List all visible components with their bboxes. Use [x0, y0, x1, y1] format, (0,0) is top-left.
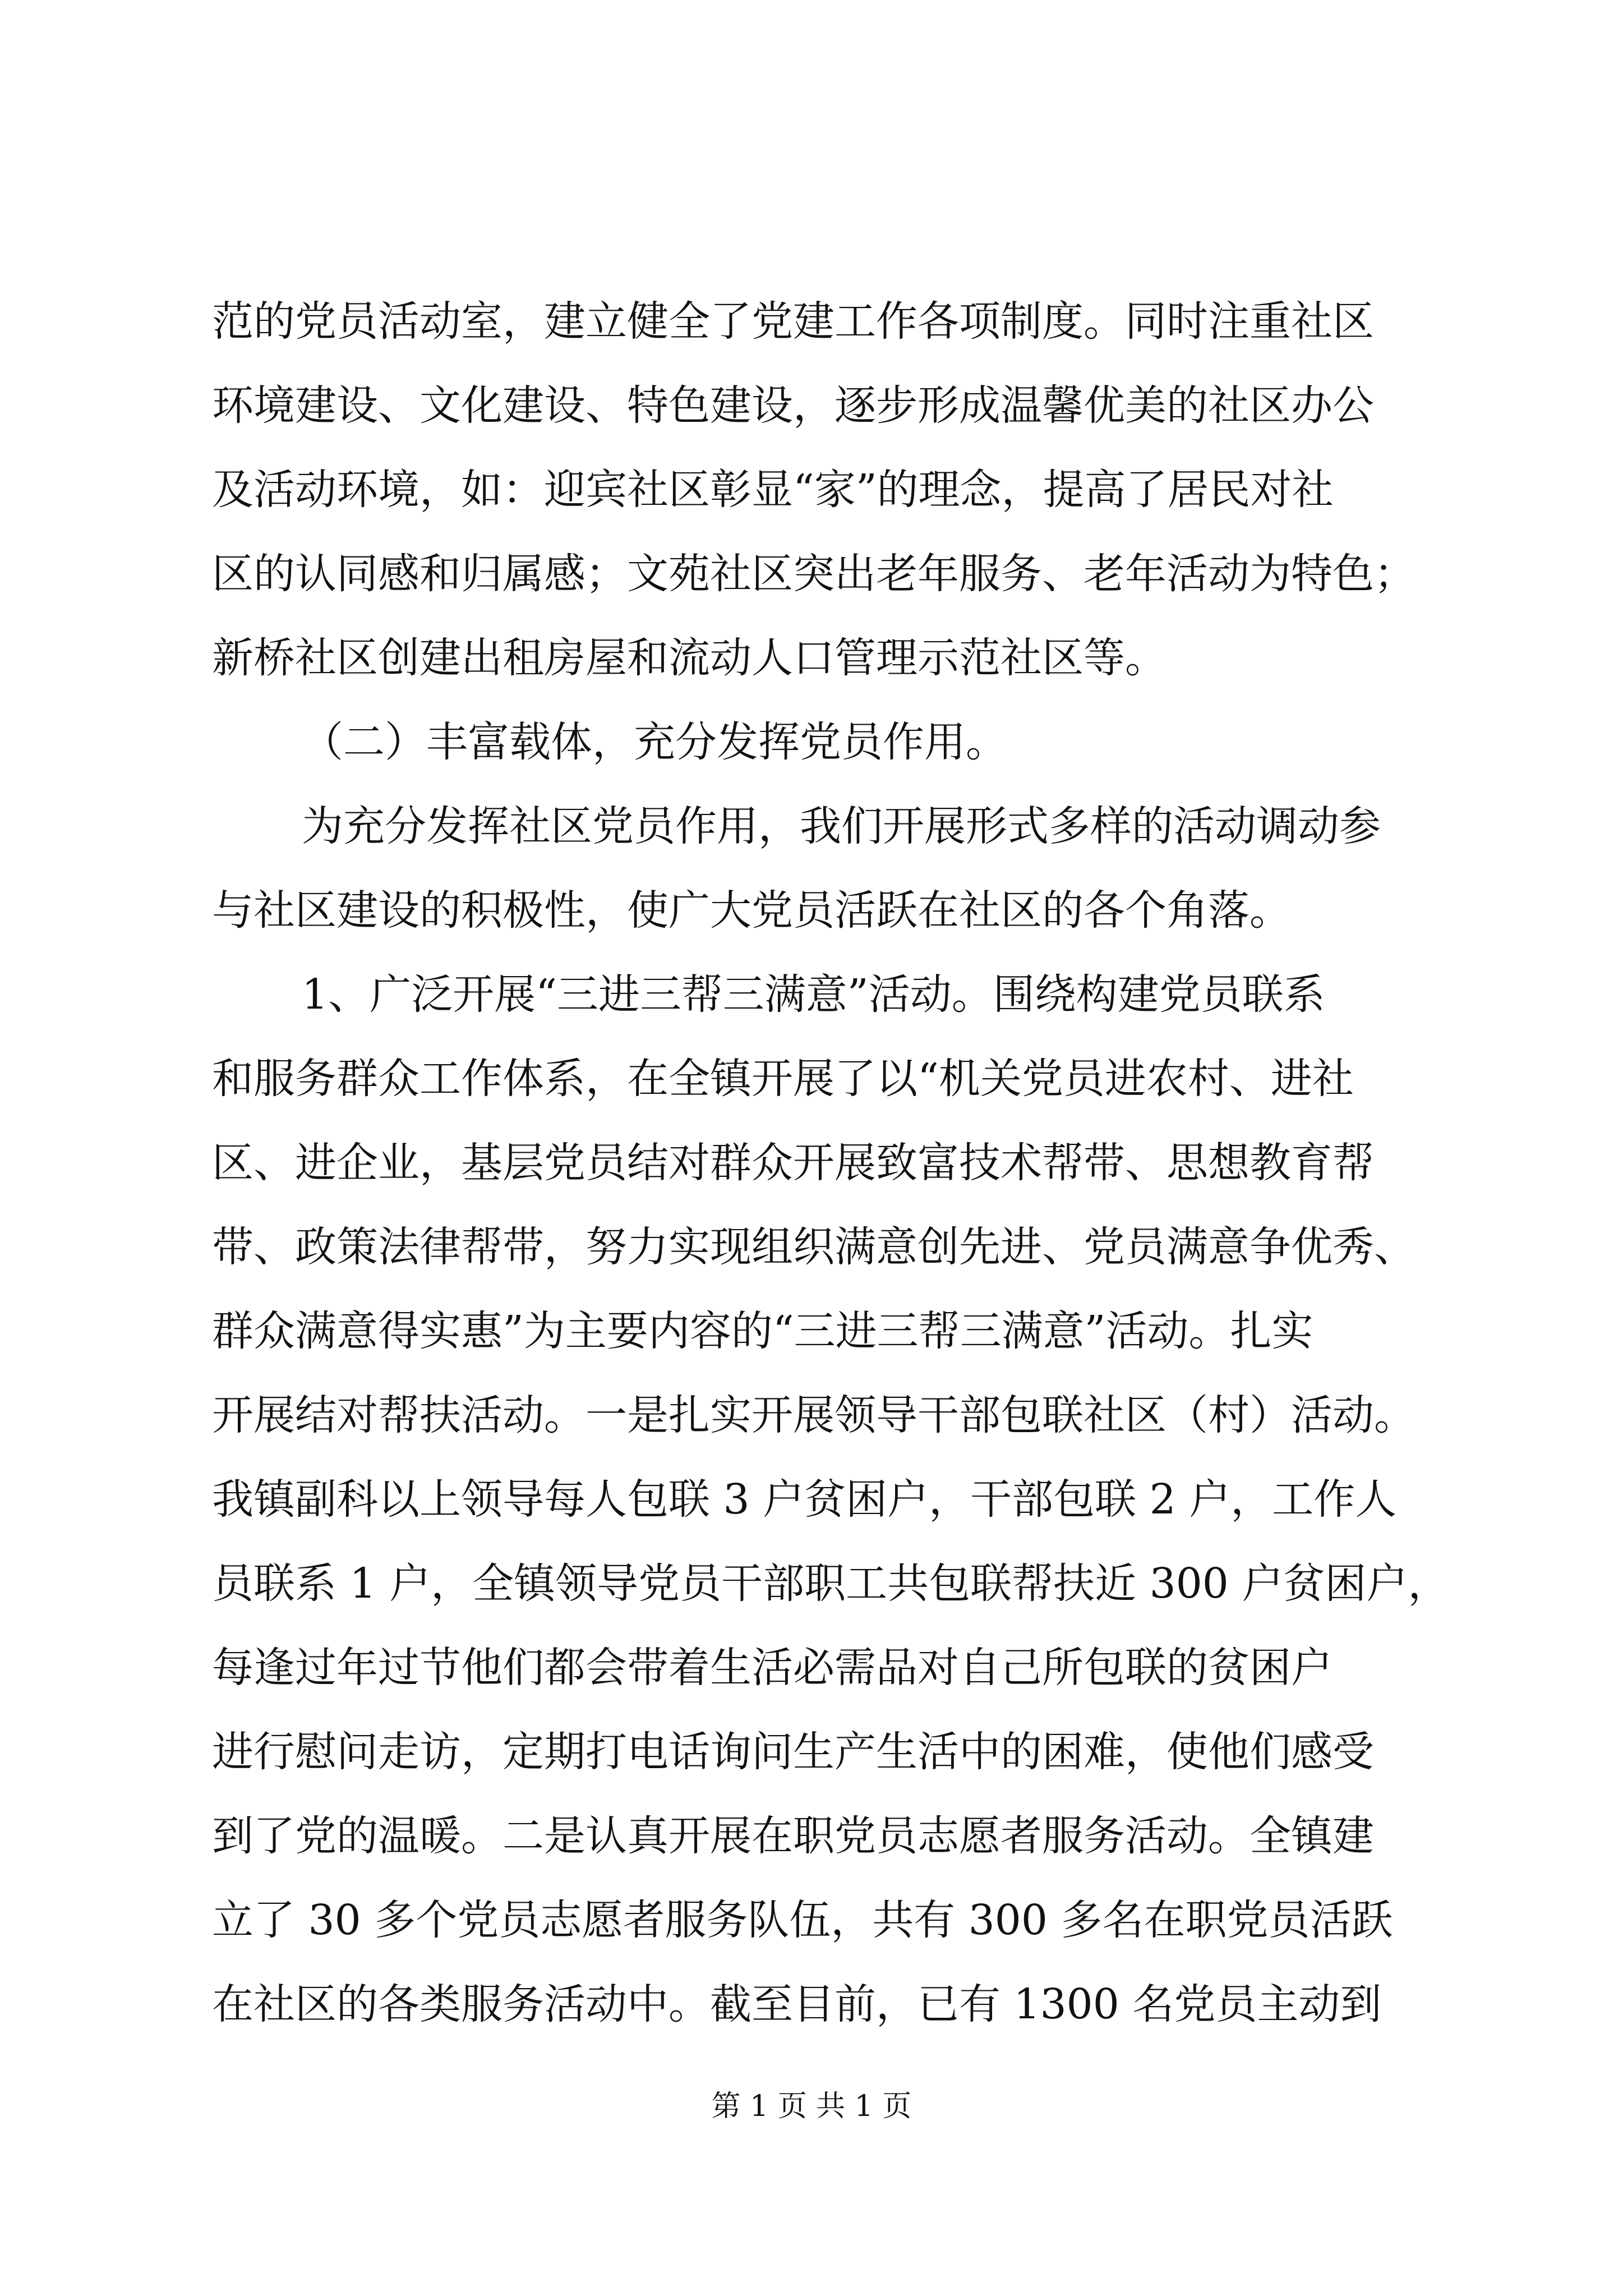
text-line: 每逢过年过节他们都会带着生活必需品对自己所包联的贫困户 — [212, 1644, 1332, 1692]
text-line: 1、广泛开展“三进三帮三满意”活动。围绕构建党员联系 — [302, 970, 1325, 1019]
text-line: 及活动环境，如：迎宾社区彰显“家”的理念，提高了居民对社 — [212, 466, 1334, 514]
page-footer: 第 1 页 共 1 页 — [711, 2090, 912, 2123]
text-line: 与社区建设的积极性，使广大党员活跃在社区的各个角落。 — [212, 886, 1291, 935]
text-line: 我镇副科以上领导每人包联 3 户贫困户，干部包联 2 户，工作人 — [212, 1475, 1397, 1524]
text-line: 开展结对帮扶活动。一是扎实开展领导干部包联社区（村）活动。 — [212, 1391, 1415, 1439]
text-line: 范的党员活动室，建立健全了党建工作各项制度。同时注重社区 — [212, 297, 1374, 346]
text-line: 区、进企业，基层党员结对群众开展致富技术帮带、思想教育帮 — [212, 1139, 1374, 1187]
text-line: 新桥社区创建出租房屋和流动人口管理示范社区等。 — [212, 634, 1166, 682]
text-line: 进行慰问走访，定期打电话询问生产生活中的困难，使他们感受 — [212, 1728, 1374, 1776]
text-line: 群众满意得实惠”为主要内容的“三进三帮三满意”活动。扎实 — [212, 1307, 1313, 1355]
text-line: 在社区的各类服务活动中。截至目前，已有 1300 名党员主动到 — [212, 1980, 1382, 2028]
text-line: 员联系 1 户，全镇领导党员干部职工共包联帮扶近 300 户贫困户， — [212, 1559, 1450, 1608]
text-line: 环境建设、文化建设、特色建设，逐步形成温馨优美的社区办公 — [212, 381, 1374, 430]
text-line: 到了党的温暖。二是认真开展在职党员志愿者服务活动。全镇建 — [212, 1812, 1374, 1860]
text-line: 和服务群众工作体系，在全镇开展了以“机关党员进农村、进社 — [212, 1055, 1354, 1103]
text-line: 为充分发挥社区党员作用，我们开展形式多样的活动调动参 — [302, 802, 1381, 850]
section-heading: （二）丰富载体，充分发挥党员作用。 — [302, 718, 1007, 766]
text-line: 区的认同感和归属感；文苑社区突出老年服务、老年活动为特色； — [212, 550, 1415, 598]
text-line: 立了 30 多个党员志愿者服务队伍，共有 300 多名在职党员活跃 — [212, 1896, 1393, 1944]
text-line: 带、政策法律帮带，努力实现组织满意创先进、党员满意争优秀、 — [212, 1223, 1415, 1271]
